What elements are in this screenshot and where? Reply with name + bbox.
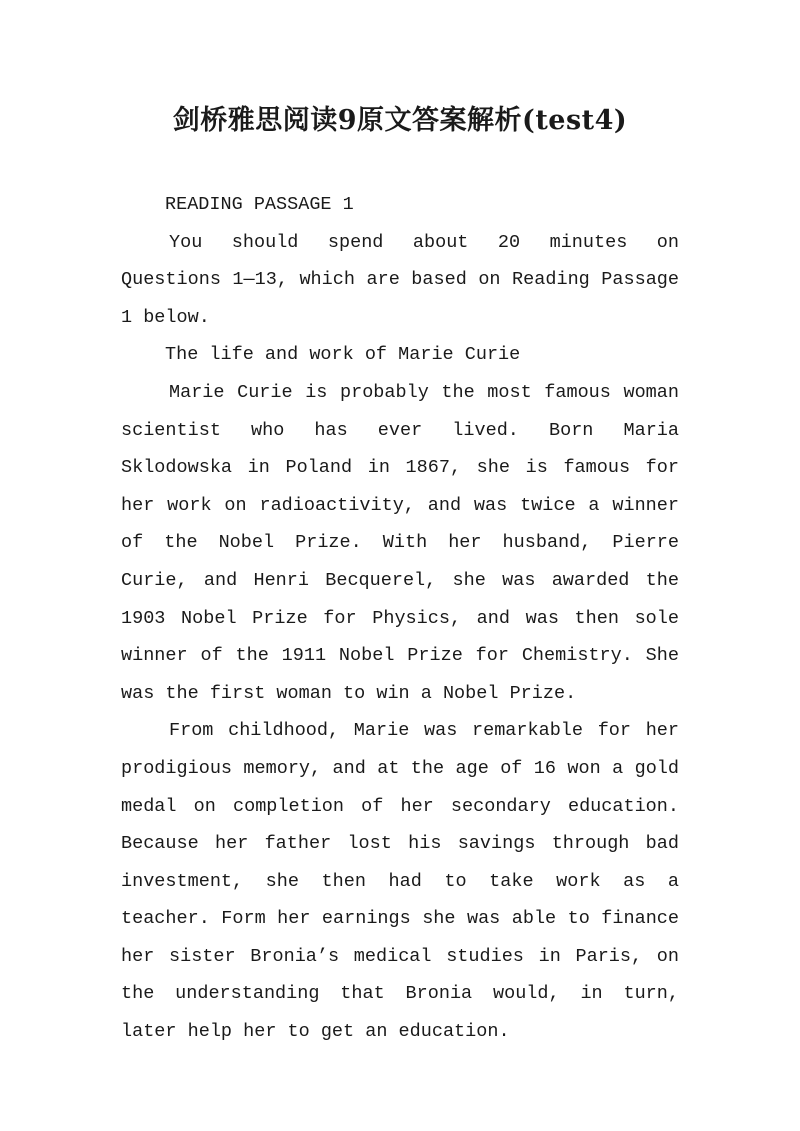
document-title: 剑桥雅思阅读9原文答案解析(test4): [172, 105, 628, 136]
paragraph-2: From childhood, Marie was remarkable for her prodigious memory, and at the age of 16 won a gold medal on completion of her secondary education. Because her father lost his savings through bad investment, she then had to take work as a teacher. Form her earnings she was able to finance her sister Bronia’s medical studies in Paris, on the understanding that Bronia would, in turn, later help her to get an education.: [121, 720, 679, 1043]
instruction-text: You should spend about 20 minutes on Questions 1—13, which are based on Reading Passage 1 below.: [121, 231, 679, 328]
paragraph-1: Marie Curie is probably the most famous woman scientist who has ever lived. Born Maria Sklodowska in Poland in 1867, she is famous for her work on radioactivity, and was twice a winner of the Nobel Prize. With her husband, Pierre Curie, and Henri Becquerel, she was awarded the 1903 Nobel Prize for Physics, and was then sole winner of the 1911 Nobel Prize for Chemistry. She was the first woman to win a Nobel Prize.: [121, 381, 679, 704]
section-label: READING PASSAGE 1: [165, 194, 354, 215]
document-body: [121, 186, 679, 1051]
passage-title: The life and work of Marie Curie: [165, 344, 521, 366]
